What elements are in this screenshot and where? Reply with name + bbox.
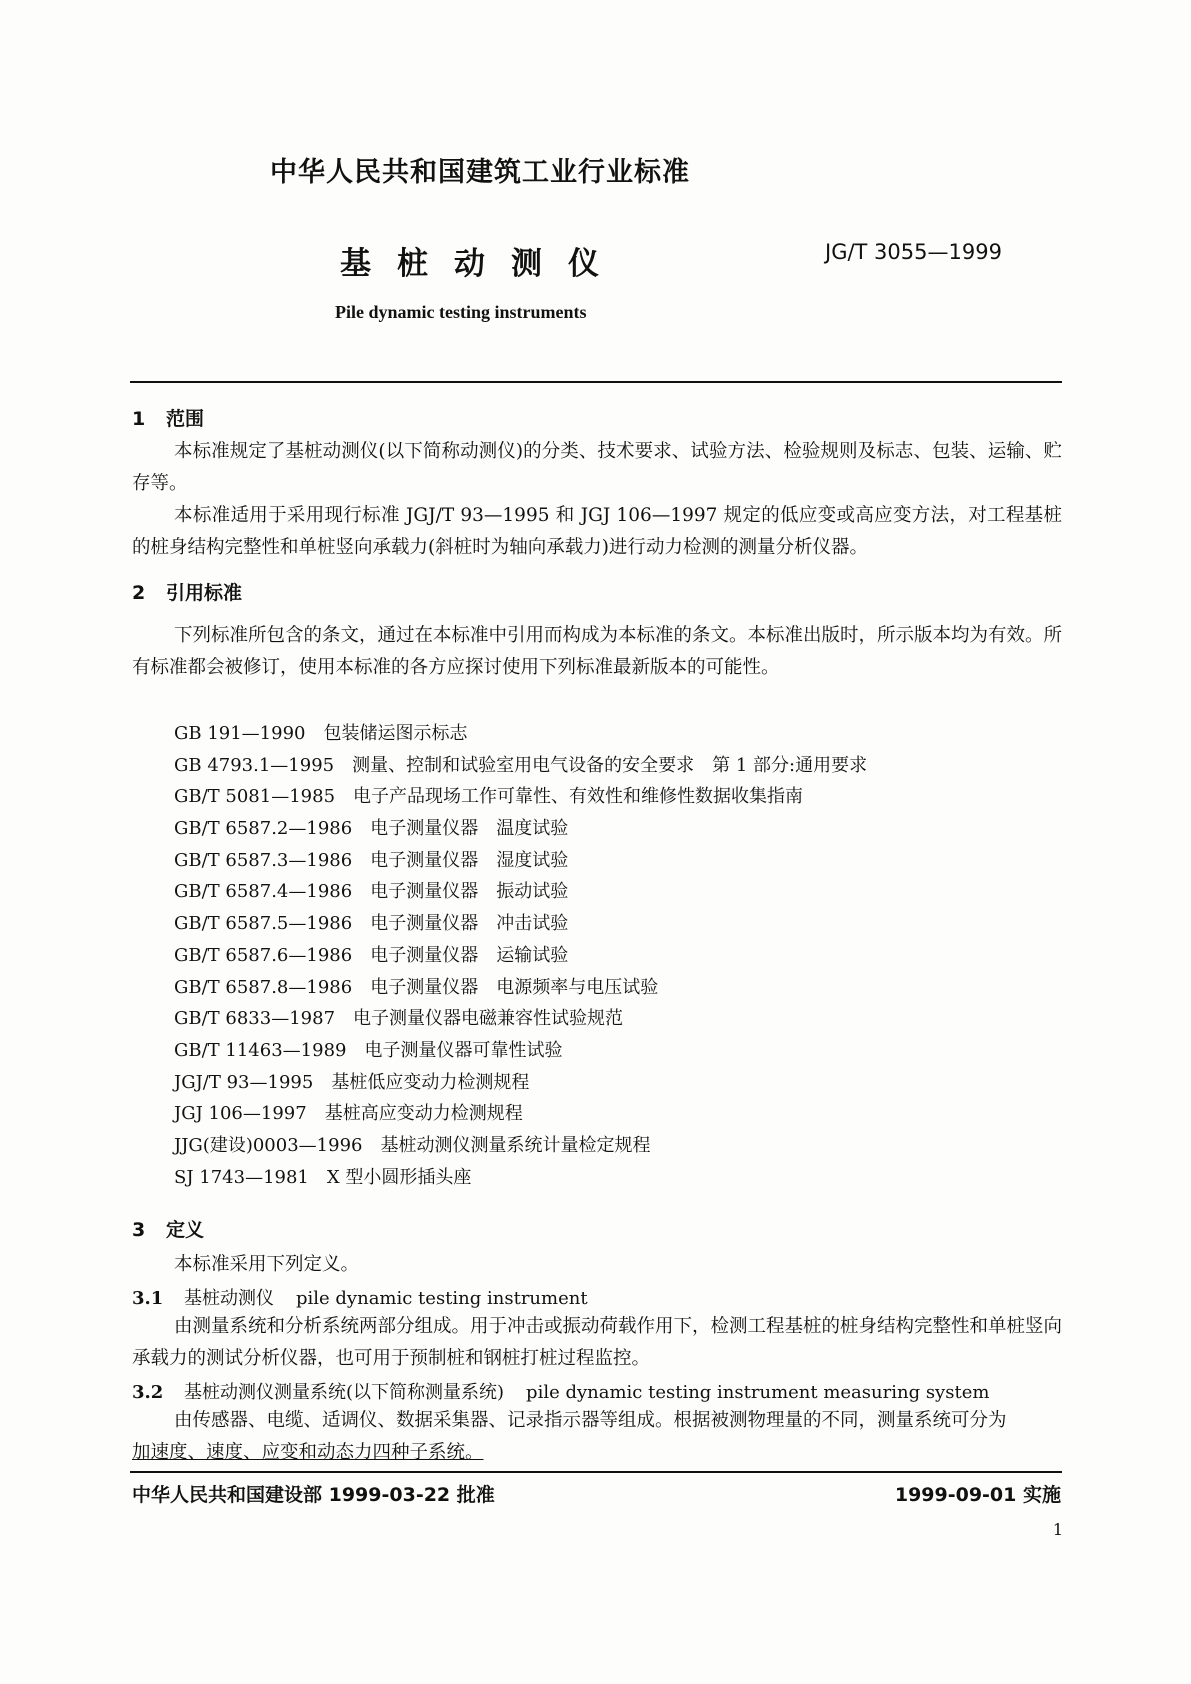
reference-code: JGJ/T 93—1995 xyxy=(174,1071,314,1093)
reference-title: 基桩低应变动力检测规程 xyxy=(331,1071,530,1093)
reference-item xyxy=(174,908,867,940)
reference-code: GB/T 6587.8—1986 xyxy=(174,976,353,998)
section-1-paragraph-2: 本标准适用于采用现行标准 JGJ/T 93—1995 和 JGJ 106—1997 规定的低应变或高应变方法，对工程基桩的桩身结构完整性和单桩竖向承载力(斜桩时为轴向承载力)进行动力检测的测量分析仪器。 xyxy=(132,505,1062,558)
reference-code: GB/T 11463—1989 xyxy=(174,1039,347,1061)
reference-title: 电子测量仪器 电源频率与电压试验 xyxy=(370,976,659,998)
definition-3-1-body: 由测量系统和分析系统两部分组成。用于冲击或振动荷载作用下，检测工程基桩的桩身结构完整性和单桩竖向承载力的测试分析仪器，也可用于预制桩和钢桩打桩过程监控。 xyxy=(132,1316,1063,1369)
definition-term-en: pile dynamic testing instrument measuring system xyxy=(526,1382,990,1403)
section-title: 引用标准 xyxy=(166,582,243,604)
reference-item xyxy=(174,718,867,750)
reference-title: 测量、控制和试验室用电气设备的安全要求 第 1 部分:通用要求 xyxy=(352,754,868,776)
reference-code: GB/T 6587.5—1986 xyxy=(174,913,353,935)
definition-body-line-2: 加速度、速度、应变和动态力四种子系统。 xyxy=(132,1442,484,1463)
reference-title: 基桩动测仪测量系统计量检定规程 xyxy=(380,1134,651,1156)
reference-code: GB/T 6587.4—1986 xyxy=(174,881,353,903)
reference-title: 包装储运图示标志 xyxy=(323,723,468,744)
reference-item xyxy=(174,940,867,972)
definition-term-cn: 基桩动测仪测量系统(以下简称测量系统) xyxy=(184,1382,505,1403)
definition-term-cn: 基桩动测仪 xyxy=(184,1288,274,1309)
reference-title: 电子测量仪器 冲击试验 xyxy=(370,913,569,935)
section-2-paragraph-1: 下列标准所包含的条文，通过在本标准中引用而构成为本标准的条文。本标准出版时，所示版本均为有效。所有标准都会被修订，使用本标准的各方应探讨使用下列标准最新版本的可能性。 xyxy=(132,625,1063,678)
reference-item xyxy=(174,876,867,908)
reference-code: JJG(建设)0003—1996 xyxy=(174,1134,363,1156)
reference-title: 电子产品现场工作可靠性、有效性和维修性数据收集指南 xyxy=(353,786,804,808)
english-subtitle: Pile dynamic testing instruments xyxy=(335,302,587,322)
reference-item xyxy=(174,1098,867,1130)
section-3-intro: 本标准采用下列定义。 xyxy=(174,1254,360,1275)
standard-title: 基桩动测仪 xyxy=(340,246,625,282)
reference-code: GB/T 6587.6—1986 xyxy=(174,944,353,966)
definition-3-2-body xyxy=(132,1405,1062,1469)
reference-item xyxy=(174,845,867,877)
definition-number: 3.2 xyxy=(132,1382,164,1403)
section-2-heading xyxy=(132,578,242,605)
reference-title: X 型小圆形插头座 xyxy=(326,1166,472,1188)
issuing-org-heading: 中华人民共和国建筑工业行业标准 xyxy=(270,157,690,188)
section-1-heading xyxy=(132,404,204,431)
reference-item xyxy=(174,972,867,1004)
reference-title: 基桩高应变动力检测规程 xyxy=(324,1103,523,1125)
reference-code: GB 191—1990 xyxy=(174,723,306,744)
reference-item xyxy=(174,781,867,813)
reference-title: 电子测量仪器 温度试验 xyxy=(370,818,569,840)
header-divider xyxy=(130,381,1062,383)
reference-title: 电子测量仪器 湿度试验 xyxy=(370,849,569,871)
reference-code: GB/T 6833—1987 xyxy=(174,1008,336,1030)
section-title: 范围 xyxy=(166,408,205,430)
definition-body-line-1: 由传感器、电缆、适调仪、数据采集器、记录指示器等组成。根据被测物理量的不同，测量系统可分为 xyxy=(174,1410,1007,1431)
reference-item xyxy=(174,1130,867,1162)
footer-divider xyxy=(130,1471,1062,1473)
reference-title: 电子测量仪器 振动试验 xyxy=(370,881,569,903)
reference-title: 电子测量仪器电磁兼容性试验规范 xyxy=(353,1008,624,1030)
section-number: 2 xyxy=(132,582,146,604)
implementation-date: 1999-09-01 实施 xyxy=(894,1484,1061,1506)
reference-code: JGJ 106—1997 xyxy=(174,1103,307,1125)
section-number: 3 xyxy=(132,1219,146,1241)
section-1-paragraph-1: 本标准规定了基桩动测仪(以下简称动测仪)的分类、技术要求、试验方法、检验规则及标志、包装、运输、贮存等。 xyxy=(132,441,1062,494)
reference-item xyxy=(174,1162,867,1194)
reference-item xyxy=(174,813,867,845)
definition-number: 3.1 xyxy=(132,1288,164,1309)
section-number: 1 xyxy=(132,408,146,430)
reference-code: SJ 1743—1981 xyxy=(174,1166,309,1188)
reference-code: GB/T 5081—1985 xyxy=(174,786,336,808)
standard-code: JG/T 3055—1999 xyxy=(825,240,1002,264)
reference-item xyxy=(174,1067,867,1099)
reference-code: GB 4793.1—1995 xyxy=(174,754,335,776)
reference-code: GB/T 6587.2—1986 xyxy=(174,818,353,840)
section-title: 定义 xyxy=(166,1219,205,1241)
definition-term-en: pile dynamic testing instrument xyxy=(296,1288,588,1309)
definition-3-1-heading xyxy=(132,1284,588,1310)
reference-item xyxy=(174,750,867,782)
reference-item xyxy=(174,1035,867,1067)
section-3-heading xyxy=(132,1215,204,1242)
normative-references-list xyxy=(174,718,867,1193)
reference-item xyxy=(174,1003,867,1035)
approval-line: 中华人民共和国建设部 1999-03-22 批准 xyxy=(132,1484,495,1506)
definition-3-2-heading xyxy=(132,1378,989,1404)
reference-code: GB/T 6587.3—1986 xyxy=(174,849,353,871)
reference-title: 电子测量仪器可靠性试验 xyxy=(364,1039,563,1061)
reference-title: 电子测量仪器 运输试验 xyxy=(370,944,569,966)
page-number: 1 xyxy=(1052,1520,1063,1539)
